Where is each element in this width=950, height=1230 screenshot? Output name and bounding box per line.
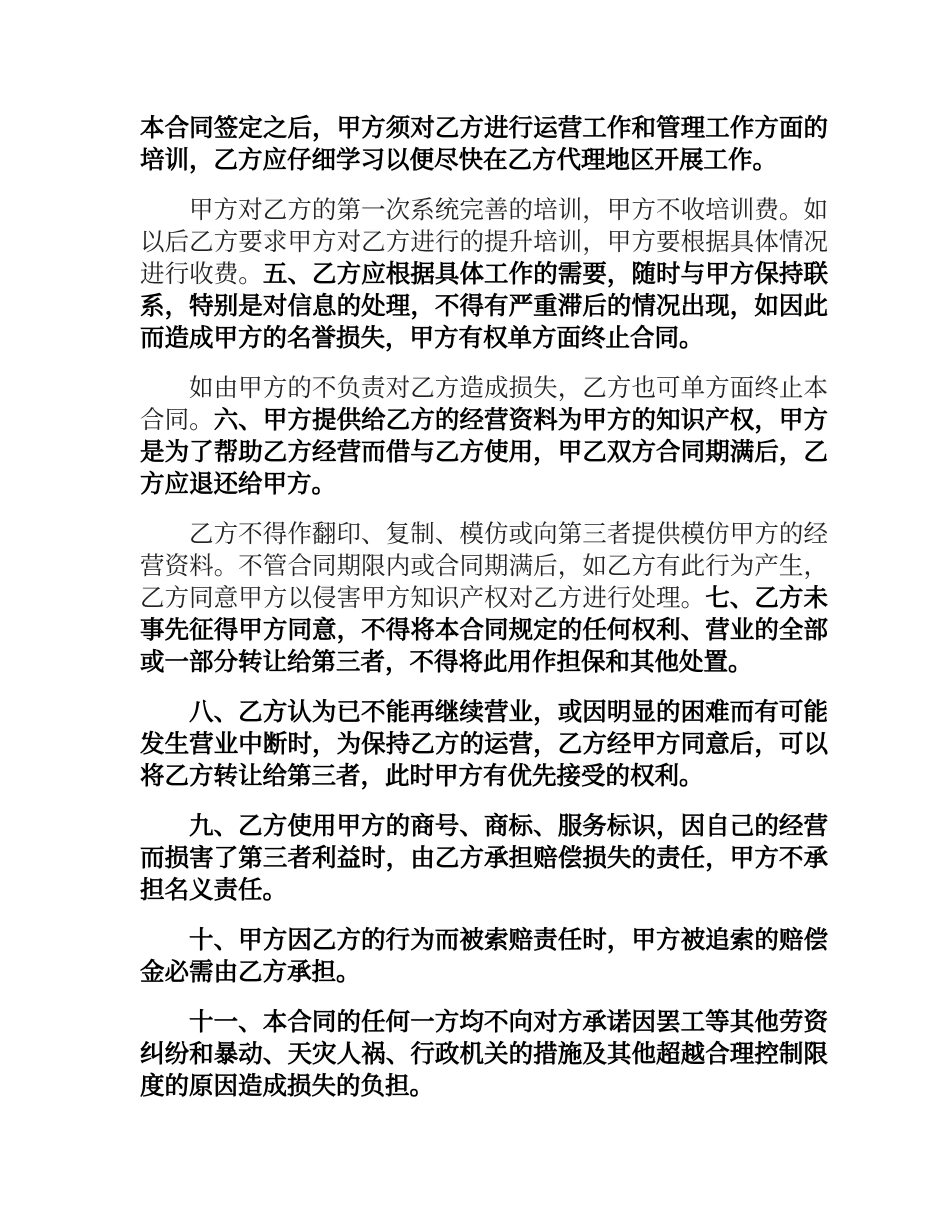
- paragraph-clause-eight: [140, 696, 828, 792]
- paragraph-clause-ten: [140, 924, 828, 988]
- paragraph-training-intro: [140, 112, 828, 176]
- body-text: 乙方不得作翻印、复制、模仿或向第三者提供模仿甲方的经营资料。不管合同期限内或合同期满后，如乙方有此行为产生，乙方同意甲方以侵害甲方知识产权对乙方进行处理。: [140, 519, 828, 612]
- clause-five: 五、乙方应根据具体工作的需要，随时与甲方保持联系，特别是对信息的处理，不得有严重滞后的情况出现，如因此而造成甲方的名誉损失，甲方有权单方面终止合同。: [140, 259, 829, 352]
- paragraph-clause-nine: [140, 810, 828, 906]
- clause-ten: 十、甲方因乙方的行为而被索赔责任时，甲方被追索的赔偿金必需由乙方承担。: [140, 925, 828, 986]
- paragraph-training-fee: [140, 194, 828, 354]
- clause-nine: 九、乙方使用甲方的商号、商标、服务标识，因自己的经营而损害了第三者利益时，由乙方承担赔偿损失的责任，甲方不承担名义责任。: [140, 811, 828, 904]
- clause-six: 六、甲方提供给乙方的经营资料为甲方的知识产权，甲方是为了帮助乙方经营而借与乙方使用，甲乙双方合同期满后，乙方应退还给甲方。: [140, 405, 829, 498]
- document-page: [140, 112, 828, 1120]
- clause-eleven: 十一、本合同的任何一方均不向对方承诺因罢工等其他劳资纠纷和暴动、天灾人祸、行政机关的措施及其他超越合理控制限度的原因造成损失的负担。: [140, 1007, 828, 1100]
- clause-eight: 八、乙方认为已不能再继续营业，或因明显的困难而有可能发生营业中断时，为保持乙方的运营，乙方经甲方同意后，可以将乙方转让给第三者，此时甲方有优先接受的权利。: [140, 697, 828, 790]
- paragraph-clause-eleven: [140, 1006, 828, 1102]
- body-text: 如由甲方的不负责对乙方造成损失，乙方也可单方面终止本合同。: [140, 373, 828, 434]
- paragraph-termination: [140, 372, 828, 500]
- clause-text: 本合同签定之后，甲方须对乙方进行运营工作和管理工作方面的培训，乙方应仔细学习以便尽快在乙方代理地区开展工作。: [140, 113, 828, 174]
- paragraph-ip-protection: [140, 518, 828, 678]
- body-text: 甲方对乙方的第一次系统完善的培训，甲方不收培训费。如以后乙方要求甲方对乙方进行的提升培训，甲方要根据具体情况进行收费。: [140, 195, 828, 288]
- clause-seven: 七、乙方未事先征得甲方同意，不得将本合同规定的任何权利、营业的全部或一部分转让给第三者，不得将此用作担保和其他处置。: [140, 583, 828, 676]
